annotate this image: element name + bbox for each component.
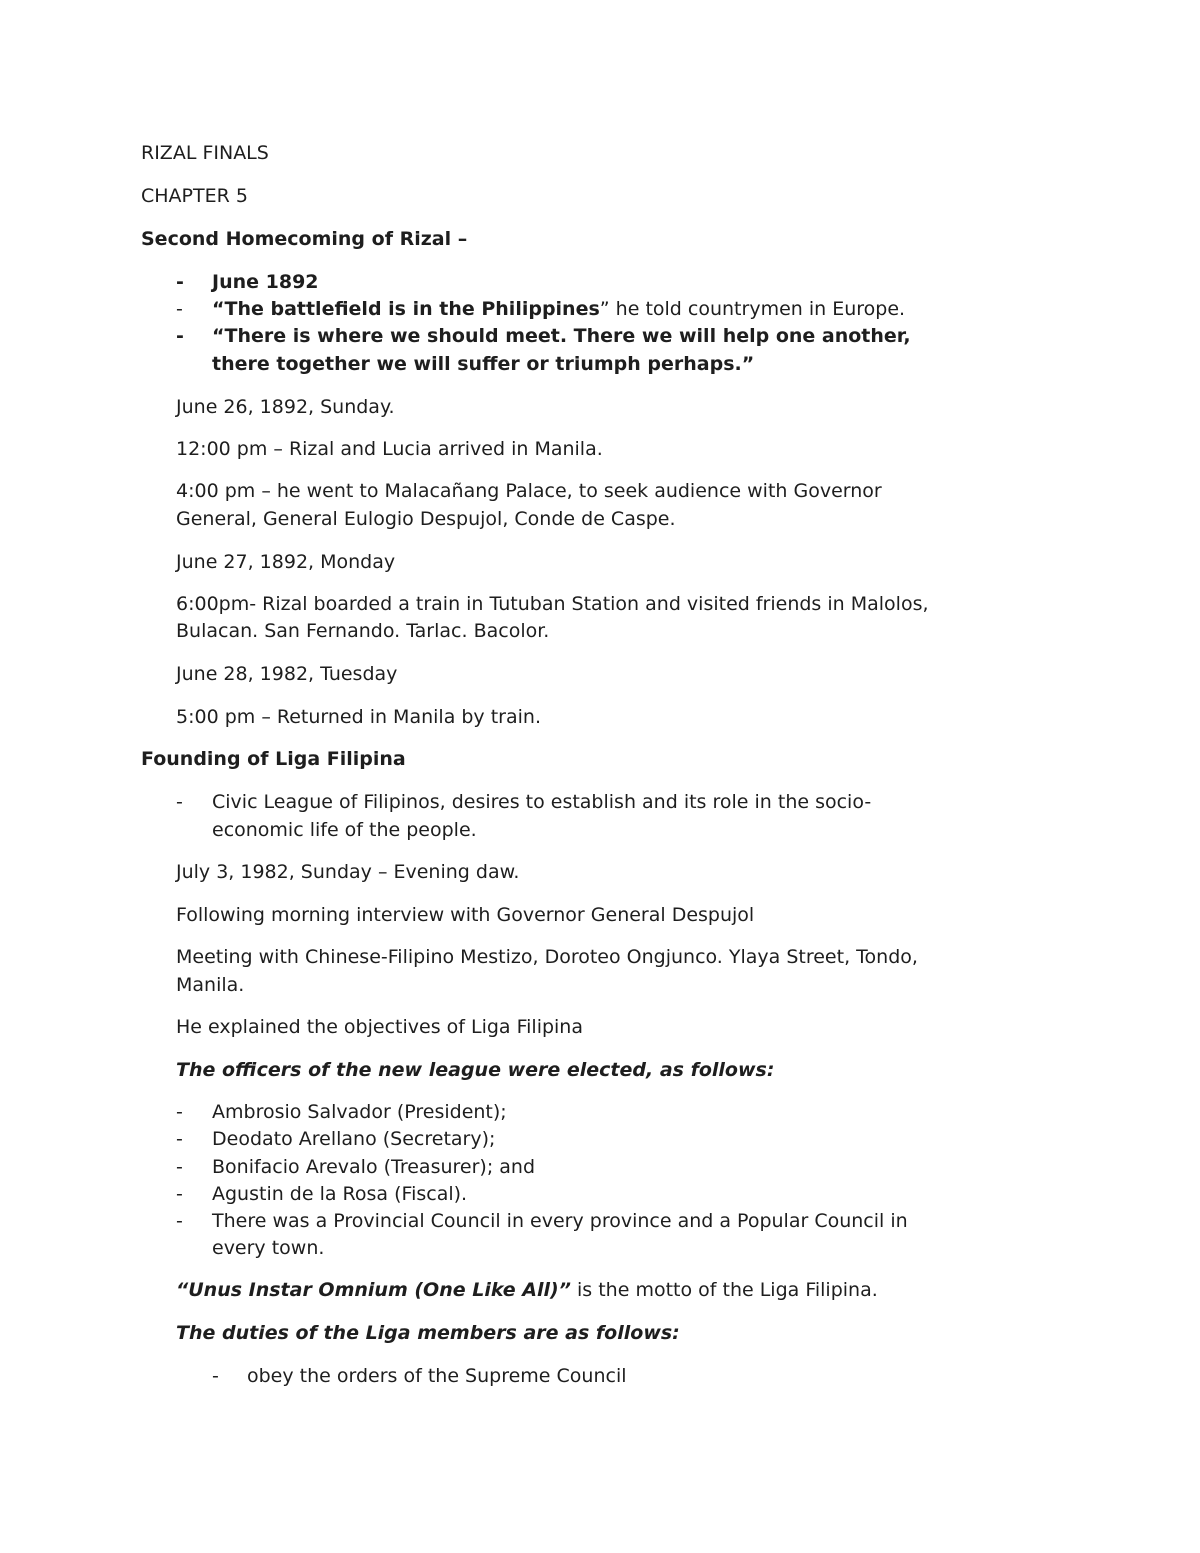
timeline-entry-continuation: Bulacan. San Fernando. Tarlac. Bacolor. [176, 620, 550, 642]
list-item: June 1892 [212, 271, 319, 293]
paragraph: He explained the objectives of Liga Filipina [176, 1016, 583, 1038]
timeline-entry: 12:00 pm – Rizal and Lucia arrived in Manila. [176, 438, 603, 460]
timeline-entry: 4:00 pm – he went to Malacañang Palace, to seek audience with Governor [176, 480, 882, 502]
section-heading-homecoming: Second Homecoming of Rizal – [141, 228, 468, 250]
timeline-entry-continuation: General, General Eulogio Despujol, Conde de Caspe. [176, 508, 676, 530]
paragraph: July 3, 1982, Sunday – Evening daw. [176, 861, 520, 883]
chapter-label: CHAPTER 5 [141, 185, 248, 207]
list-dash: - [176, 1183, 183, 1205]
duty-item: obey the orders of the Supreme Council [247, 1365, 627, 1387]
list-dash: - [176, 298, 183, 320]
list-dash: - [176, 1128, 183, 1150]
list-dash: - [176, 271, 184, 293]
quote-bold: “The battlefield is in the Philippines [212, 298, 600, 320]
list-dash: - [176, 1101, 183, 1123]
list-dash: - [212, 1365, 219, 1387]
officer-item: There was a Provincial Council in every province and a Popular Council in [212, 1210, 908, 1232]
list-dash: - [176, 1210, 183, 1232]
list-item [212, 296, 905, 323]
list-item-continuation: economic life of the people. [212, 819, 477, 841]
list-item: “There is where we should meet. There we will help one another, [212, 325, 911, 347]
list-item-continuation: there together we will suffer or triumph perhaps.” [212, 353, 755, 375]
officer-item: Bonifacio Arevalo (Treasurer); and [212, 1156, 535, 1178]
officer-item-continuation: every town. [212, 1237, 325, 1259]
list-item: Civic League of Filipinos, desires to establish and its role in the socio- [212, 791, 872, 813]
officer-item: Agustin de la Rosa (Fiscal). [212, 1183, 468, 1205]
paragraph-continuation: Manila. [176, 974, 245, 996]
motto-quote: “Unus Instar Omnium (One Like All)” [176, 1279, 571, 1301]
timeline-entry: 6:00pm- Rizal boarded a train in Tutuban Station and visited friends in Malolos, [176, 593, 929, 615]
paragraph: Meeting with Chinese-Filipino Mestizo, Doroteo Ongjunco. Ylaya Street, Tondo, [176, 946, 918, 968]
motto-rest: is the motto of the Liga Filipina. [570, 1279, 878, 1301]
paragraph: Following morning interview with Governor General Despujol [176, 904, 755, 926]
motto-line [176, 1277, 878, 1304]
officer-item: Deodato Arellano (Secretary); [212, 1128, 496, 1150]
list-dash: - [176, 325, 184, 347]
duties-heading: The duties of the Liga members are as follows: [176, 1322, 680, 1344]
section-heading-liga: Founding of Liga Filipina [141, 748, 406, 770]
timeline-entry: June 26, 1892, Sunday. [176, 396, 395, 418]
list-dash: - [176, 1156, 183, 1178]
quote-rest: ” he told countrymen in Europe. [599, 298, 906, 320]
timeline-entry: June 27, 1892, Monday [176, 551, 396, 573]
officer-item: Ambrosio Salvador (President); [212, 1101, 507, 1123]
timeline-entry: June 28, 1982, Tuesday [176, 663, 398, 685]
timeline-entry: 5:00 pm – Returned in Manila by train. [176, 706, 541, 728]
document-title: RIZAL FINALS [141, 142, 269, 164]
list-dash: - [176, 791, 183, 813]
officers-heading: The officers of the new league were elected, as follows: [176, 1059, 775, 1081]
